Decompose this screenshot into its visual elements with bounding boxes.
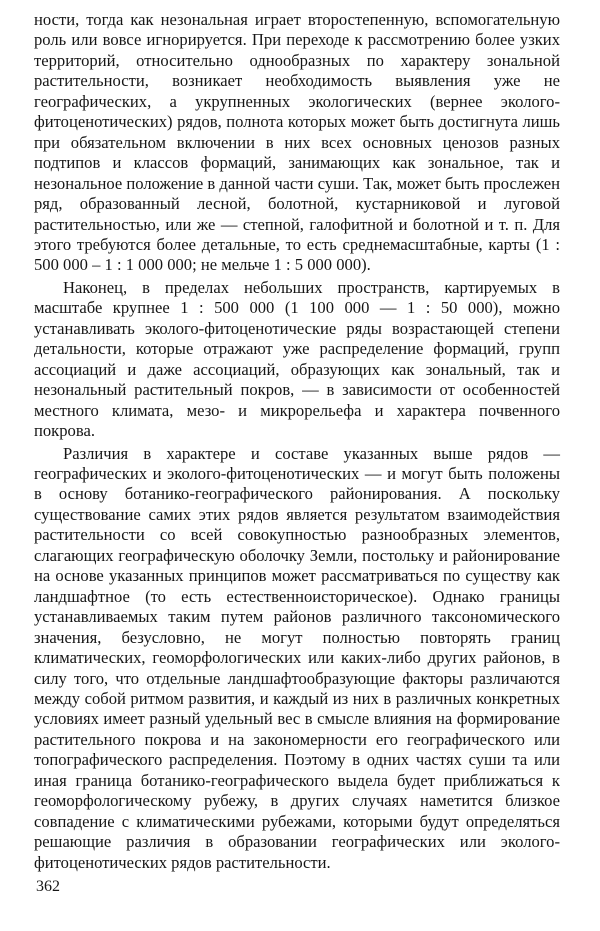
page-text [34, 10, 560, 873]
paragraph-continuation: ности, тогда как незональная играет второстепенную, вспомогательную роль или вовсе игнорируется. При переходе к рассмотрению более узких территорий, относительно однообразных по характеру зональной растительности, возникает необходимость выявления уже не географических, а укрупненных экологических (вернее эколого-фитоценотических) рядов, полнота которых может быть достигнута лишь при обязательном включении в них всех основных ценозов разных подтипов и классов формаций, занимающих как зональное, так и незональное положение в данной части суши. Так, может быть прослежен ряд, образованный лесной, болотной, кустарниковой и луговой растительностью, или же — степной, галофитной и болотной и т. п. Для этого требуются более детальные, то есть среднемасштабные, карты (1 : 500 000 – 1 : 1 000 000; не мельче 1 : 5 000 000). [34, 10, 560, 275]
page-number: 362 [36, 878, 60, 895]
paragraph-regionalization: Различия в характере и составе указанных выше рядов — географических и эколого-фитоценотических — и могут быть положены в основу ботанико-географического районирования. А поскольку существование самих этих рядов является результатом взаимодействия растительности со всей совокупностью разнообразных элементов, слагающих географическую оболочку Земли, постольку и районирование на основе указанных принципов может рассматриваться по существу как ландшафтное (то есть естественноисторическое). Однако границы устанавливаемых таким путем районов различного таксономического значения, безусловно, не могут полностью повторять границ климатических, геоморфологических или каких-либо других районов, в силу того, что отдельные ландшафтообразующие факторы различаются между собой ритмом развития, и каждый из них в различных конкретных условиях имеет разный удельный вес в смысле влияния на формирование растительного покрова и на закономерности его географического или топографического распределения. Поэтому в одних частях суши та или иная граница ботанико-географического выдела будет приближаться к геоморфологическому рубежу, в других случаях наметится близкое совпадение с климатическими рубежами, которыми будут определяться решающие различия в образовании географических или эколого-фитоценотических рядов растительности. [34, 443, 560, 872]
paragraph-small-territories: Наконец, в пределах небольших пространств, картируемых в масштабе крупнее 1 : 500 000 (1 100 000 — 1 : 50 000), можно устанавливать эколого-фитоценотические ряды возрастающей степени детальности, которые отражают уже распределение формаций, групп ассоциаций и даже ассоциаций, образующих как зональный, так и незональный растительный покров, — в зависимости от особенностей местного климата, мезо- и микрорельефа и характера почвенного покрова. [34, 277, 560, 441]
